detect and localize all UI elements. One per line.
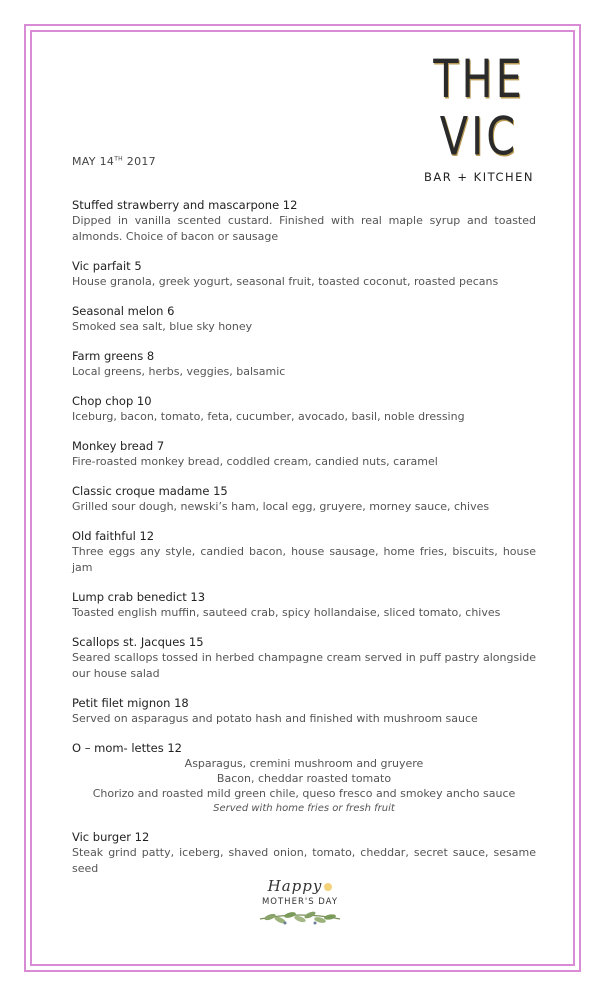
- menu-item: [72, 303, 536, 335]
- menu-item: [72, 483, 536, 515]
- menu-item: [72, 258, 536, 290]
- menu-item-title: Classic croque madame 15: [72, 484, 228, 498]
- omelette-note: Served with home fries or fresh fruit: [213, 803, 395, 814]
- burger-item: [72, 829, 536, 877]
- menu-item-desc: Local greens, herbs, veggies, balsamic: [72, 365, 286, 378]
- menu-list: [72, 197, 536, 890]
- menu-item-desc: Served on asparagus and potato hash and finished with mushroom sauce: [72, 712, 478, 725]
- menu-item-title: Farm greens 8: [72, 349, 155, 363]
- menu-item: [72, 695, 536, 727]
- menu-item-desc: House granola, greek yogurt, seasonal fruit, toasted coconut, roasted pecans: [72, 275, 499, 288]
- menu-item-desc: Dipped in vanilla scented custard. Finished with real maple syrup and toasted almonds. Choice of bacon or sausage: [72, 214, 536, 243]
- menu-item: [72, 528, 536, 576]
- logo: [399, 47, 559, 184]
- menu-item-desc: Toasted english muffin, sauteed crab, spicy hollandaise, sliced tomato, chives: [72, 606, 501, 619]
- menu-item: [72, 393, 536, 425]
- mothers-day-label: MOTHER'S DAY: [261, 897, 339, 907]
- omelette-option: Bacon, cheddar roasted tomato: [216, 772, 392, 785]
- burger-title: Vic burger 12: [72, 830, 150, 844]
- menu-item-desc: Seared scallops tossed in herbed champagne cream served in puff pastry alongside our house salad: [72, 651, 536, 680]
- logo-subtitle: BAR + KITCHEN: [423, 170, 535, 184]
- menu-item-desc: Three eggs any style, candied bacon, house sausage, home fries, biscuits, house jam: [72, 545, 536, 574]
- menu-item: [72, 348, 536, 380]
- menu-item-title: Seasonal melon 6: [72, 304, 175, 318]
- menu-item-title: Monkey bread 7: [72, 439, 165, 453]
- menu-item-desc: Fire-roasted monkey bread, coddled cream, candied nuts, caramel: [72, 455, 438, 468]
- mothers-day-footer: [230, 876, 370, 933]
- menu-date: [72, 155, 156, 168]
- date-month-day: MAY 14: [72, 155, 115, 168]
- menu-item-desc: Iceburg, bacon, tomato, feta, cucumber, avocado, basil, noble dressing: [72, 410, 465, 423]
- menu-item: [72, 589, 536, 621]
- menu-item-desc: Grilled sour dough, newski’s ham, local egg, gruyere, morney sauce, chives: [72, 500, 490, 513]
- happy-script: Happy: [267, 877, 323, 895]
- burger-desc: Steak grind patty, iceberg, shaved onion, tomato, cheddar, secret sauce, sesame seed: [72, 846, 536, 875]
- menu-item: [72, 438, 536, 470]
- menu-item-title: Vic parfait 5: [72, 259, 142, 273]
- menu-item-desc: Smoked sea salt, blue sky honey: [72, 320, 253, 333]
- date-suffix: TH: [114, 155, 123, 163]
- menu-item-title: Old faithful 12: [72, 529, 155, 543]
- menu-item: [72, 197, 536, 245]
- menu-item: [72, 634, 536, 682]
- omelette-option: Chorizo and roasted mild green chile, queso fresco and smokey ancho sauce: [92, 787, 516, 800]
- menu-item-title: Chop chop 10: [72, 394, 152, 408]
- logo-title: THE VIC: [433, 47, 525, 168]
- date-year: 2017: [126, 155, 156, 168]
- menu-item-title: Petit filet mignon 18: [72, 696, 189, 710]
- omelettes-title: O – mom- lettes 12: [72, 741, 183, 755]
- menu-item-title: Scallops st. Jacques 15: [72, 635, 204, 649]
- omelettes-item: [72, 740, 536, 816]
- menu-item-title: Stuffed strawberry and mascarpone 12: [72, 198, 298, 212]
- leaf-garland-icon: [255, 907, 345, 929]
- flower-icon: [324, 883, 332, 891]
- omelette-option: Asparagus, cremini mushroom and gruyere: [184, 757, 424, 770]
- menu-item-title: Lump crab benedict 13: [72, 590, 206, 604]
